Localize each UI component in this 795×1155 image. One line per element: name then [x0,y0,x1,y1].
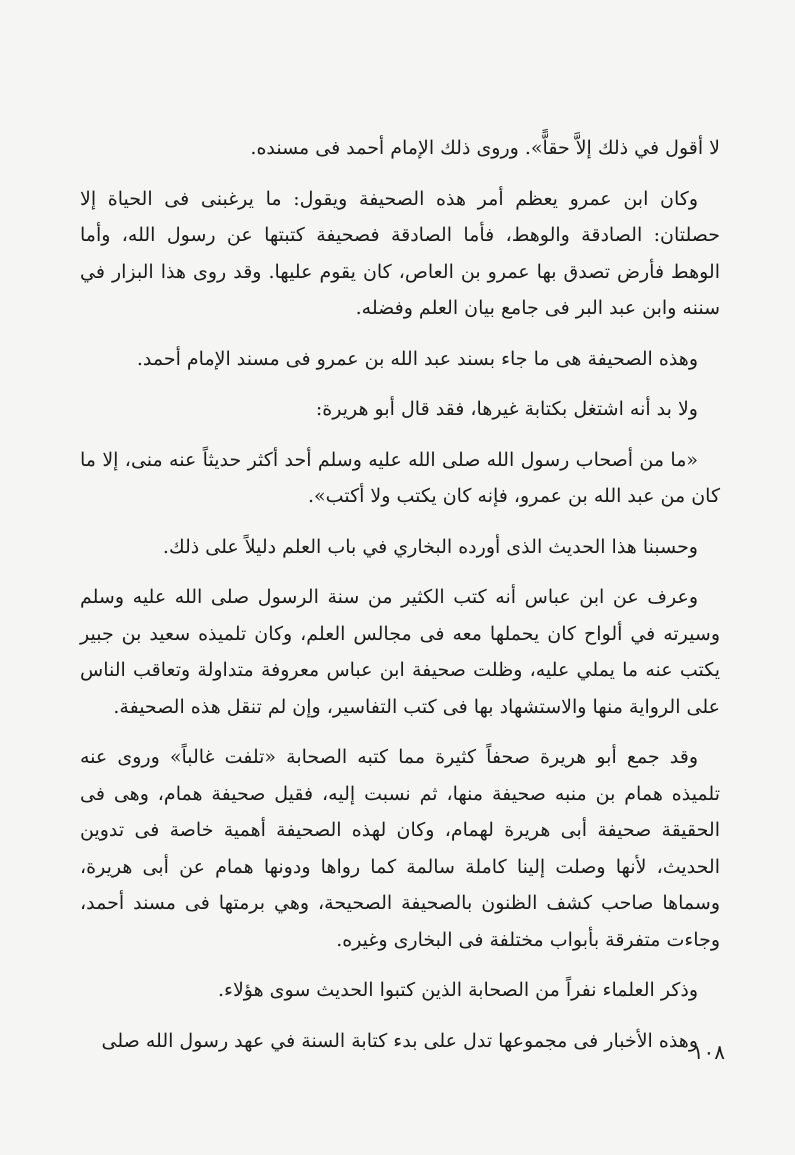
paragraph-1: لا أقول في ذلك إلاَّ حقاًّ». وروى ذلك الإمام أحمد فى مسنده. [250,137,720,159]
paragraph-10: وهذه الأخبار فى مجموعها تدل على بدء كتابة السنة في عهد رسول الله صلى [101,1029,698,1052]
paragraph-2: وكان ابن عمرو يعظم أمر هذه الصحيفة ويقول: ما يرغبنى فى الحياة إلا حصلتان: الصادقة والوهط، فأما الصادقة فصحيفة كتبتها عن رسول الله، وأما الوهط فأرض تصدق بها عمرو بن العاص، كان يقوم عليها. وقد روى هذا البزار في سننه وابن عبد البر فى جامع بيان العلم وفضله. [80,187,720,319]
paragraph-8: وقد جمع أبو هريرة صحفاً كثيرة مما كتبه الصحابة «تلفت غالباً» وروى عنه تلميذه همام بن منبه صحيفة منها، ثم نسبت إليه، فقيل صحيفة همام، وهى فى الحقيقة صحيفة أبى هريرة لهمام، وكان لهذه الصحيفة أهمية خاصة فى تدوين الحديث، لأنها وصلت إلينا كاملة سالمة كما رواها ودونها همام عن أبى هريرة، وسماها صاحب كشف الظنون بالصحيفة الصحيحة، وهي برمتها فى مسند أحمد، وجاءت متفرقة بأبواب مختلفة فى البخارى وغيره. [80,746,720,951]
page-body-text [80,130,720,1073]
paragraph-3: وهذه الصحيفة هى ما جاء بسند عبد الله بن عمرو فى مسند الإمام أحمد. [136,347,698,370]
paragraph-9: وذكر العلماء نفراً من الصحابة الذين كتبوا الحديث سوى هؤلاء. [217,979,698,1001]
paragraph-5-quote: «ما من أصحاب رسول الله صلى الله عليه وسلم أحد أكثر حديثاً عنه منى، إلا ما كان من عبد الله بن عمرو، فإنه كان يكتب ولا أكتب». [80,448,720,507]
paragraph-6: وحسبنا هذا الحديث الذى أورده البخاري في باب العلم دليلاً على ذلك. [162,535,698,558]
paragraph-7: وعرف عن ابن عباس أنه كتب الكثير من سنة الرسول صلى الله عليه وسلم وسيرته في ألواح كان يحملها معه فى مجالس العلم، وكان تلميذه سعيد بن جبير يكتب عنه ما يملي عليه، وظلت صحيفة ابن عباس معروفة متداولة وتعاقب الناس على الرواية منها والاستشهاد بها فى كتب التفاسير، وإن لم تنقل هذه الصحيفة. [80,586,720,718]
page-number: ١٠٨ [692,1040,725,1064]
paragraph-4: ولا بد أنه اشتغل بكتابة غيرها، فقد قال أبو هريرة: [315,398,698,420]
